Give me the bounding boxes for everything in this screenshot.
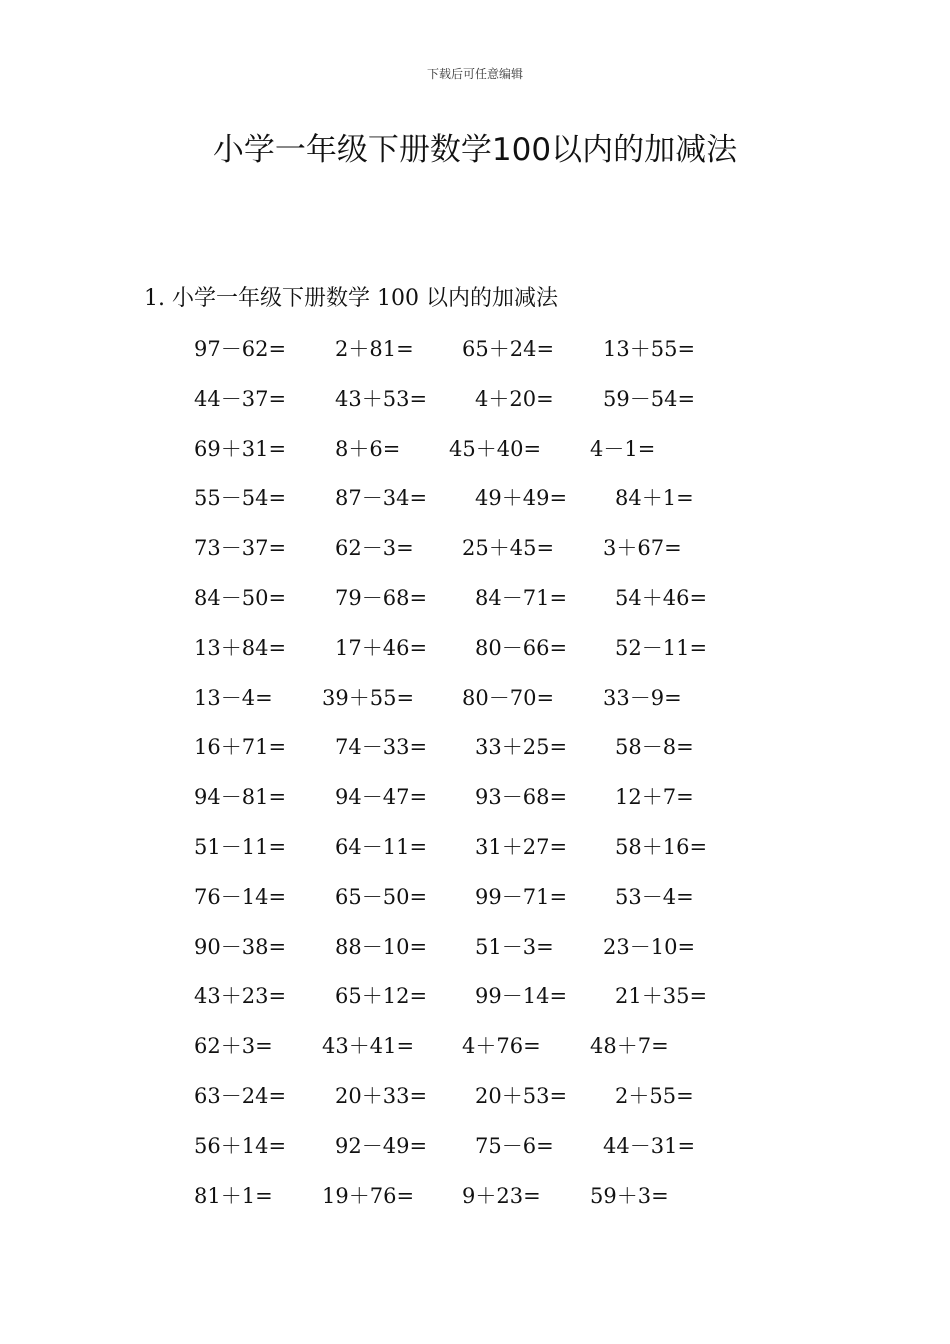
arithmetic-problem: 65＋24= [462,337,555,361]
arithmetic-problem: 48＋7= [590,1034,669,1059]
arithmetic-problem: 94－81= [194,785,287,810]
arithmetic-problem: 63－24= [194,1083,287,1108]
problem-row [194,1179,794,1229]
arithmetic-problem: 75－6= [475,1133,554,1158]
arithmetic-problem: 76－14= [194,884,287,909]
page-title: 小学一年级下册数学100以内的加减法 [212,132,738,168]
arithmetic-problem: 43＋41= [322,1034,415,1059]
arithmetic-problem: 13＋84= [194,635,287,660]
arithmetic-problem: 58－8= [615,735,694,760]
arithmetic-problem: 21＋35= [615,984,708,1009]
problem-row [194,880,794,930]
arithmetic-problem: 79－68= [335,585,428,610]
arithmetic-problem: 55－54= [194,486,287,511]
arithmetic-problem: 13＋55= [603,337,696,361]
problem-row [194,332,794,382]
arithmetic-problem: 92－49= [335,1133,428,1158]
arithmetic-problem: 31＋27= [475,834,568,859]
arithmetic-problem: 33＋25= [475,735,568,760]
arithmetic-problem: 90－38= [194,934,287,959]
arithmetic-problem: 81＋1= [194,1183,273,1208]
arithmetic-problem: 2＋55= [615,1083,694,1108]
arithmetic-problem: 8＋6= [335,436,401,461]
arithmetic-problem: 39＋55= [322,685,415,710]
arithmetic-problem: 52－11= [615,635,708,660]
arithmetic-problem: 33－9= [603,685,682,710]
arithmetic-problem: 19＋76= [322,1183,415,1208]
problem-row [194,730,794,780]
problem-row [194,481,794,531]
problem-row [194,1129,794,1179]
arithmetic-problem: 51－3= [475,934,554,959]
arithmetic-problem: 99－14= [475,984,568,1009]
arithmetic-problem: 73－37= [194,536,287,561]
arithmetic-problem: 13－4= [194,685,273,710]
arithmetic-problem: 59－54= [603,386,696,411]
arithmetic-problem: 80－70= [462,685,555,710]
arithmetic-problem: 65＋12= [335,984,428,1009]
arithmetic-problem: 69＋31= [194,436,287,461]
arithmetic-problem: 3＋67= [603,536,682,561]
arithmetic-problem: 56＋14= [194,1133,287,1158]
arithmetic-problem: 84＋1= [615,486,694,511]
problem-row [194,979,794,1029]
problem-row [194,432,794,482]
arithmetic-problem: 58＋16= [615,834,708,859]
arithmetic-problem: 4＋76= [462,1034,541,1059]
arithmetic-problem: 4－1= [590,436,656,461]
arithmetic-problem: 74－33= [335,735,428,760]
problem-row [194,531,794,581]
arithmetic-problem: 49＋49= [475,486,568,511]
section-heading: 1. 小学一年级下册数学 100 以内的加减法 [144,286,558,311]
arithmetic-problem: 43＋23= [194,984,287,1009]
problem-row [194,1029,794,1079]
problem-row [194,1079,794,1129]
arithmetic-problem: 25＋45= [462,536,555,561]
arithmetic-problem: 17＋46= [335,635,428,660]
arithmetic-problem: 84－50= [194,585,287,610]
arithmetic-problem: 20＋33= [335,1083,428,1108]
arithmetic-problem: 64－11= [335,834,428,859]
arithmetic-problem: 2＋81= [335,337,414,361]
arithmetic-problem: 12＋7= [615,785,694,810]
problem-row [194,780,794,830]
problem-row [194,681,794,731]
problem-row [194,930,794,980]
problem-row [194,581,794,631]
arithmetic-problem: 23－10= [603,934,696,959]
arithmetic-problem: 59＋3= [590,1183,669,1208]
arithmetic-problem: 65－50= [335,884,428,909]
arithmetic-problem: 80－66= [475,635,568,660]
arithmetic-problem: 97－62= [194,337,287,361]
arithmetic-problem: 93－68= [475,785,568,810]
arithmetic-problem: 84－71= [475,585,568,610]
arithmetic-problem: 16＋71= [194,735,287,760]
arithmetic-problem: 51－11= [194,834,287,859]
problem-row [194,382,794,432]
arithmetic-problem: 54＋46= [615,585,708,610]
arithmetic-problem: 94－47= [335,785,428,810]
problem-row [194,631,794,681]
arithmetic-problem: 44－31= [603,1133,696,1158]
arithmetic-problem: 62＋3= [194,1034,273,1059]
arithmetic-problem: 45＋40= [449,436,542,461]
arithmetic-problem: 43＋53= [335,386,428,411]
arithmetic-problem: 20＋53= [475,1083,568,1108]
arithmetic-problem: 44－37= [194,386,287,411]
arithmetic-problem: 9＋23= [462,1183,541,1208]
arithmetic-problem: 88－10= [335,934,428,959]
arithmetic-problem: 53－4= [615,884,694,909]
arithmetic-problem: 62－3= [335,536,414,561]
arithmetic-problem: 87－34= [335,486,428,511]
header-note: 下载后可任意编辑 [426,67,523,81]
arithmetic-problem: 4＋20= [475,386,554,411]
problem-list [194,332,794,1228]
problem-row [194,830,794,880]
arithmetic-problem: 99－71= [475,884,568,909]
